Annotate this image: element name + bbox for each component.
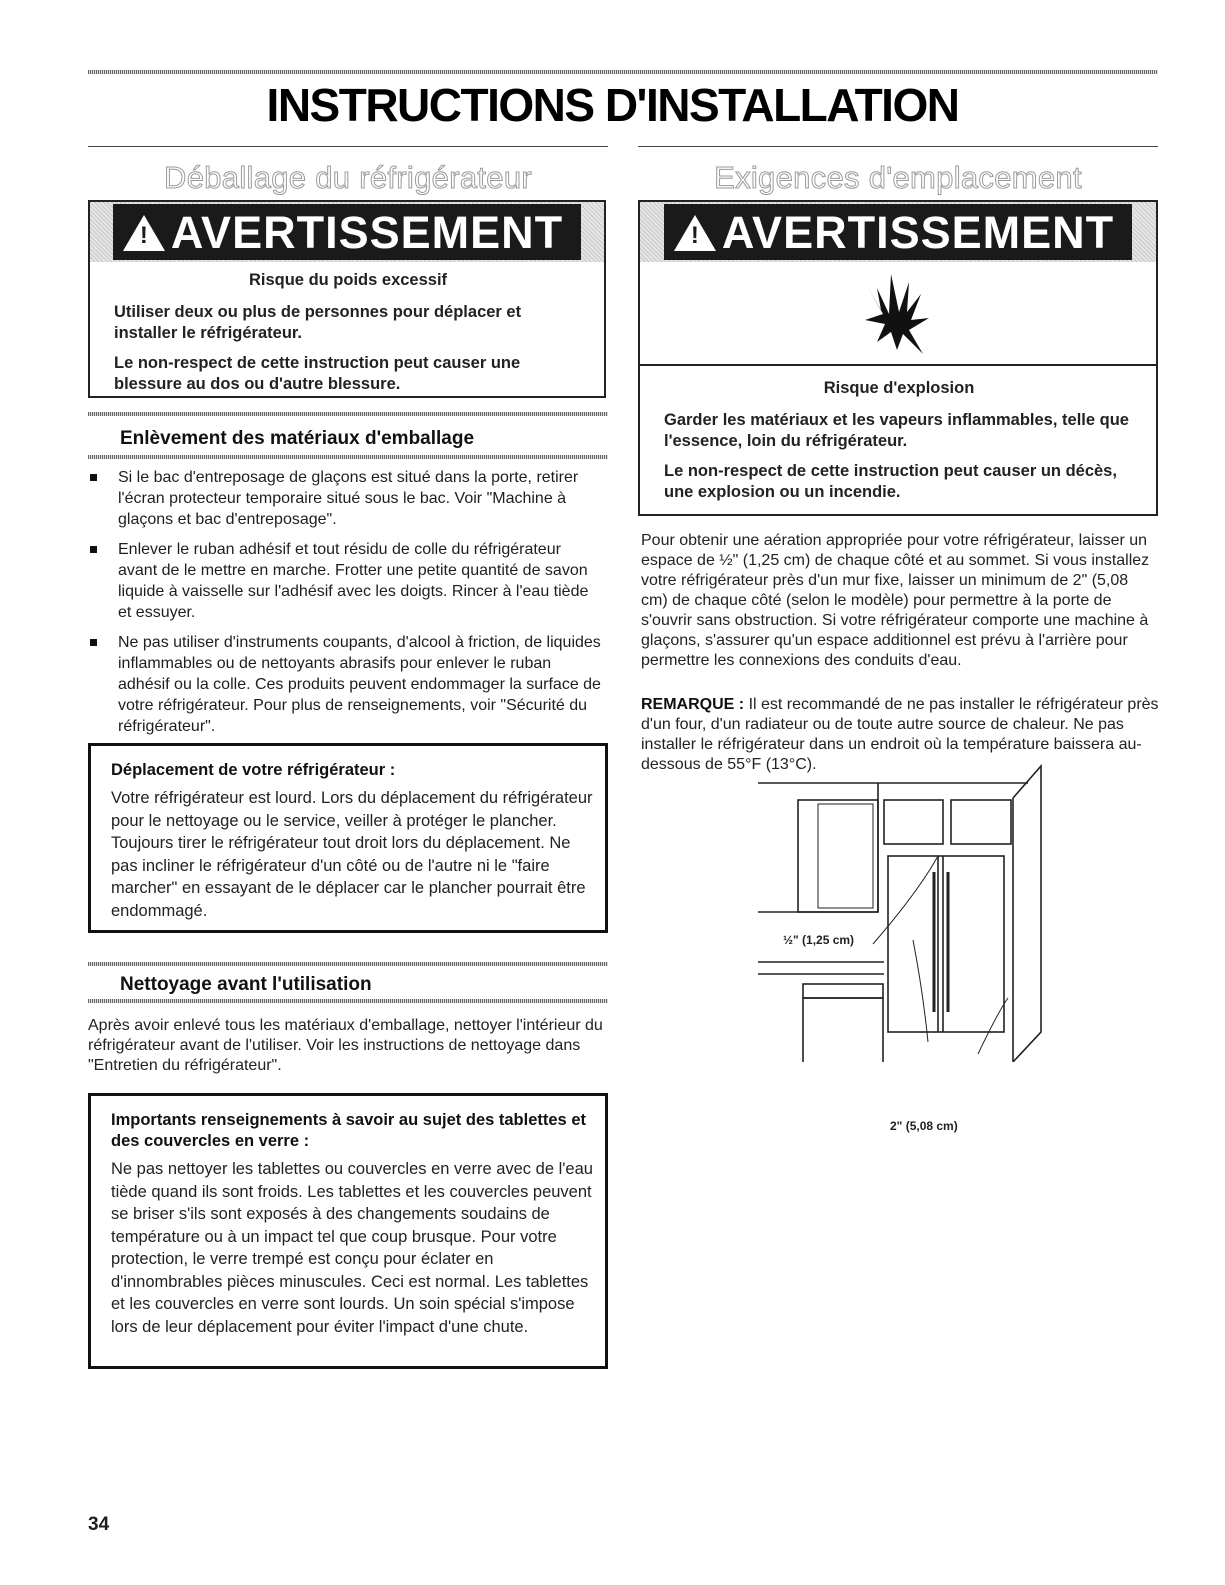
explosion-warning-box [638, 200, 1158, 516]
removal-rule-bottom [88, 455, 608, 459]
leader-lines [873, 856, 1008, 1054]
explosion-icon-area [640, 262, 1156, 366]
left-heading-rule [88, 146, 608, 147]
warning-triangle-icon [674, 215, 716, 251]
warning-line-1: Utiliser deux ou plus de personnes pour déplacer et installer le réfrigérateur. [114, 303, 522, 342]
list-item: Ne pas utiliser d'instruments coupants, d'alcool à friction, de liquides inflammables ou de nettoyants abrasifs pour enlever le ruban adhésif ou la colle. Ces produits peuvent endommager la surface de votre réfrigérateur. Pour plus de renseignements, voir "Sécurité du réfrigérateur". [88, 632, 603, 737]
warning-triangle-icon [123, 215, 165, 251]
warning-risk: Risque d'explosion [823, 379, 975, 397]
cleaning-title: Nettoyage avant l'utilisation [120, 974, 372, 995]
list-item: Enlever le ruban adhésif et tout résidu de colle du réfrigérateur avant de le mettre en marche. Frotter une petite quantité de savon liquide à vaisselle sur l'adhésif avec les doigts. Rincer à l'eau tiède et essuyer. [88, 539, 603, 623]
glass-body: Ne pas nettoyer les tablettes ou couvercles en verre avec de l'eau tiède quand ils sont froids. Les tablettes et les couvercles peuvent se briser s'ils sont exposés à des changements soudains de température ou à un impact tel que coup brusque. Pour votre protection, le verre trempé est conçu pour éclater en d'innombrables pièces minuscules. Ceci est normal. Les tablettes et les couvercles en verre sont lourds. Un soin spécial s'impose lors de leur déplacement pour éviter l'impact d'une chute. [111, 1160, 593, 1336]
top-rule [88, 70, 1158, 74]
two-inch-label: 2" (5,08 cm) [890, 1119, 958, 1133]
lower-cabinets [758, 962, 884, 1062]
upper-cabinets [758, 783, 1028, 912]
page-title: INSTRUCTIONS D'INSTALLATION [266, 79, 959, 131]
warning-line-2: Le non-respect de cette instruction peut causer un décès, une explosion ou un incendie. [664, 462, 1117, 501]
list-item: Si le bac d'entreposage de glaçons est situé dans la porte, retirer l'écran protecteur temporaire situé sous le bac. Voir "Machine à glaçons et bac d'entreposage". [88, 467, 603, 530]
cleaning-rule-top [88, 962, 608, 966]
moving-title: Déplacement de votre réfrigérateur : [111, 761, 396, 779]
half-inch-label: ½" (1,25 cm) [783, 933, 855, 947]
moving-info-box [88, 743, 608, 933]
warning-line-2: Le non-respect de cette instruction peut causer une blessure au dos ou d'autre blessure. [114, 354, 521, 393]
note-label: REMARQUE : [641, 696, 745, 713]
removal-list [88, 467, 603, 746]
glass-title: Importants renseignements à savoir au sujet des tablettes et des couvercles en verre : [111, 1111, 586, 1150]
right-heading-rule [638, 146, 1158, 147]
warning-label: AVERTISSEMENT [721, 207, 1115, 258]
wall [1013, 766, 1041, 1062]
note-body: Il est recommandé de ne pas installer le réfrigérateur près d'un four, d'un radiateur ou de toute autre source de chaleur. Ne pas installer le réfrigérateur dans un endroit où la température baissera au-dessous de 55°F (13°C). [641, 696, 1159, 773]
left-section-title: Déballage du réfrigérateur [164, 160, 532, 195]
warning-risk: Risque du poids excessif [248, 271, 448, 289]
warning-header [640, 202, 1156, 262]
moving-body: Votre réfrigérateur est lourd. Lors du déplacement du réfrigérateur pour le nettoyage ou le service, veiller à protéger le plancher. Toujours tirer le réfrigérateur tout droit lors du déplacement. Ne pas incliner le réfrigérateur d'un côté ou de l'autre ni le "faire marcher" en essayant de le déplacer car le plancher pourrait être endommagé. [111, 789, 593, 920]
removal-rule-top [88, 412, 608, 416]
refrigerator [888, 856, 1004, 1032]
glass-info-box [88, 1093, 608, 1369]
warning-line-1: Garder les matériaux et les vapeurs inflammables, telle que l'essence, loin du réfrigérateur. [664, 411, 1129, 450]
warning-label: AVERTISSEMENT [170, 207, 564, 258]
weight-warning-box [88, 200, 606, 398]
explosion-icon [863, 268, 933, 358]
removal-title: Enlèvement des matériaux d'emballage [120, 428, 475, 449]
page-number: 34 [88, 1514, 110, 1535]
clearance-diagram [758, 762, 1048, 1062]
warning-header [90, 202, 604, 262]
cleaning-body: Après avoir enlevé tous les matériaux d'emballage, nettoyer l'intérieur du réfrigérateur avant de l'utiliser. Voir les instructions de nettoyage dans "Entretien du réfrigérateur". [88, 1017, 603, 1074]
right-section-title: Exigences d'emplacement [714, 160, 1082, 195]
ventilation-paragraph: Pour obtenir une aération appropriée pour votre réfrigérateur, laisser un espace de ½" (1,25 cm) de chaque côté et au sommet. Si vous installez votre réfrigérateur près d'un mur fixe, laisser un minimum de 2" (5,08 cm) de chaque côté (selon le modèle) pour permettre à la porte de s'ouvrir sans obstruction. Si votre réfrigérateur comporte une machine à glaçons, s'assurer qu'un espace additionnel est prévu à l'arrière pour permettre les connexions des conduits d'eau. [641, 532, 1150, 669]
cleaning-rule-bottom [88, 999, 608, 1003]
